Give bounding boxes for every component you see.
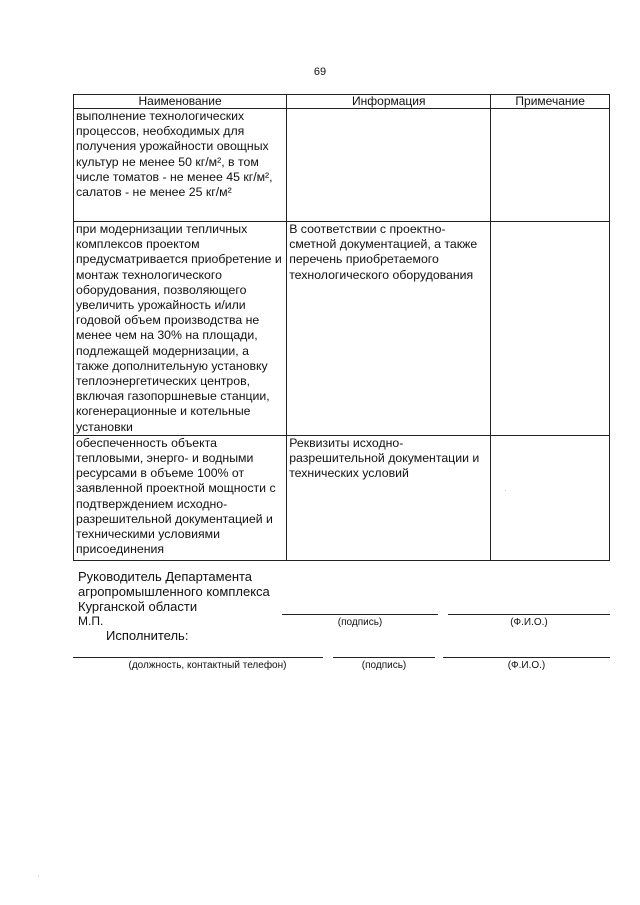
table-row xyxy=(74,222,610,436)
head-title-line-1: Руководитель Департамента xyxy=(78,569,253,584)
position-caption: (должность, контактный телефон) xyxy=(128,660,287,671)
fio-caption-2: (Ф.И.О.) xyxy=(507,660,546,671)
position-line xyxy=(73,657,323,658)
table-header-row xyxy=(74,95,610,109)
cell-note xyxy=(491,109,610,222)
cell-info: В соответствии с проектно-сметной документацией, а также перечень приобретаемого технологического оборудования xyxy=(287,222,491,436)
fio-line-2 xyxy=(443,657,610,658)
cell-info: Реквизиты исходно-разрешительной документации и технических условий xyxy=(287,435,491,560)
header-name: Наименование xyxy=(74,95,287,109)
scan-speck xyxy=(505,490,506,491)
cell-name: обеспеченность объекта тепловыми, энерго- и водными ресурсами в объеме 100% от заявленной проектной мощности с подтверждением исходно-разрешительной документацией и техническими условиями присоединения xyxy=(74,435,287,560)
signature-caption-2: (подпись) xyxy=(361,660,407,671)
stamp-label: М.П. xyxy=(78,614,104,628)
fio-line xyxy=(448,614,610,615)
requirements-table xyxy=(73,94,610,561)
header-note: Примечание xyxy=(491,95,610,109)
cell-note xyxy=(491,435,610,560)
header-info: Информация xyxy=(287,95,491,109)
page-number: 69 xyxy=(313,66,327,78)
table-row xyxy=(74,435,610,560)
fio-caption: (Ф.И.О.) xyxy=(510,617,548,628)
signature-line xyxy=(282,614,438,615)
cell-note xyxy=(491,222,610,436)
scan-speck xyxy=(38,876,39,877)
signature-caption: (подпись) xyxy=(337,617,383,628)
head-title-line-3: Курганской области xyxy=(78,599,198,614)
cell-info xyxy=(287,109,491,222)
signature-line-2 xyxy=(333,657,435,658)
table-row xyxy=(74,109,610,222)
head-title-line-2: агропромышленного комплекса xyxy=(78,584,270,599)
cell-name: выполнение технологических процессов, необходимых для получения урожайности овощных культур не менее 50 кг/м², в том числе томатов - не менее 45 кг/м², салатов - не менее 25 кг/м² xyxy=(74,109,287,222)
executor-label: Исполнитель: xyxy=(106,628,189,643)
cell-name: при модернизации тепличных комплексов проектом предусматривается приобретение и монтаж технологического оборудования, позволяющего увеличить урожайность и/или годовой объем производства не менее чем на 30% на площади, подлежащей модернизации, а также дополнительную установку теплоэнергетических центров, включая газопоршневые станции, когенерационные и котельные установки xyxy=(74,222,287,436)
